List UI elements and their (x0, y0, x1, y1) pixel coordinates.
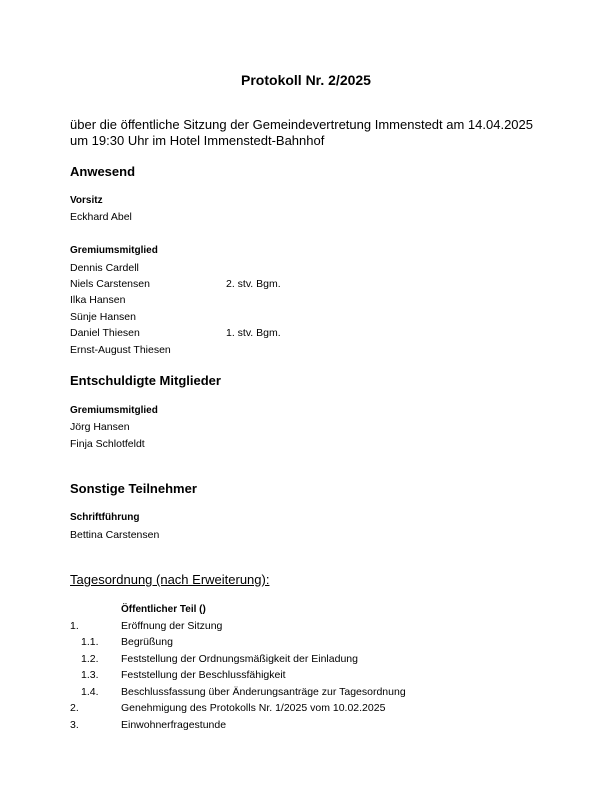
agenda-number: 3. (70, 719, 79, 731)
agenda-item: Genehmigung des Protokolls Nr. 1/2025 vom 10.02.2025 (121, 702, 386, 714)
label-schriftfuehrung: Schriftführung (70, 512, 140, 523)
agenda-item: Begrüßung (121, 636, 173, 648)
label-gremiumsmitglied: Gremiumsmitglied (70, 405, 158, 416)
member-role: 1. stv. Bgm. (226, 327, 281, 339)
agenda-item: Einwohnerfragestunde (121, 719, 227, 731)
agenda-number: 2. (70, 702, 79, 714)
agenda-number: 1.4. (81, 686, 99, 698)
agenda-item: Feststellung der Beschlussfähigkeit (121, 669, 286, 681)
agenda-number: 1.1. (81, 636, 99, 648)
member-name: Niels Carstensen (70, 278, 150, 290)
heading-tagesordnung: Tagesordnung (nach Erweiterung): (70, 572, 270, 587)
schriftfuehrung-name: Bettina Carstensen (70, 529, 160, 541)
member-name: Dennis Cardell (70, 262, 139, 274)
heading-entschuldigt: Entschuldigte Mitglieder (70, 373, 221, 388)
excused-member-name: Finja Schlotfeldt (70, 438, 145, 450)
agenda-number: 1. (70, 620, 79, 632)
label-gremiumsmitglied: Gremiumsmitglied (70, 245, 158, 256)
member-role: 2. stv. Bgm. (226, 278, 281, 290)
agenda-section-title: Öffentlicher Teil () (121, 604, 206, 615)
heading-sonstige: Sonstige Teilnehmer (70, 481, 197, 496)
agenda-item: Eröffnung der Sitzung (121, 620, 223, 632)
member-name: Sünje Hansen (70, 311, 136, 323)
label-vorsitz: Vorsitz (70, 195, 103, 206)
agenda-item: Feststellung der Ordnungsmäßigkeit der Einladung (121, 653, 358, 665)
member-name: Ilka Hansen (70, 294, 126, 306)
intro-text: über die öffentliche Sitzung der Gemeindevertretung Immenstedt am 14.04.2025 um 19:30 Uhr im Hotel Immenstedt-Bahnhof (70, 117, 533, 148)
agenda-number: 1.2. (81, 653, 99, 665)
agenda-item: Beschlussfassung über Änderungsanträge zur Tagesordnung (121, 686, 406, 698)
heading-anwesend: Anwesend (70, 164, 136, 179)
agenda-number: 1.3. (81, 669, 99, 681)
vorsitz-name: Eckhard Abel (70, 211, 132, 223)
member-name: Ernst-August Thiesen (70, 344, 171, 356)
member-name: Daniel Thiesen (70, 327, 140, 339)
page-title: Protokoll Nr. 2/2025 (241, 72, 371, 88)
excused-member-name: Jörg Hansen (70, 421, 130, 433)
